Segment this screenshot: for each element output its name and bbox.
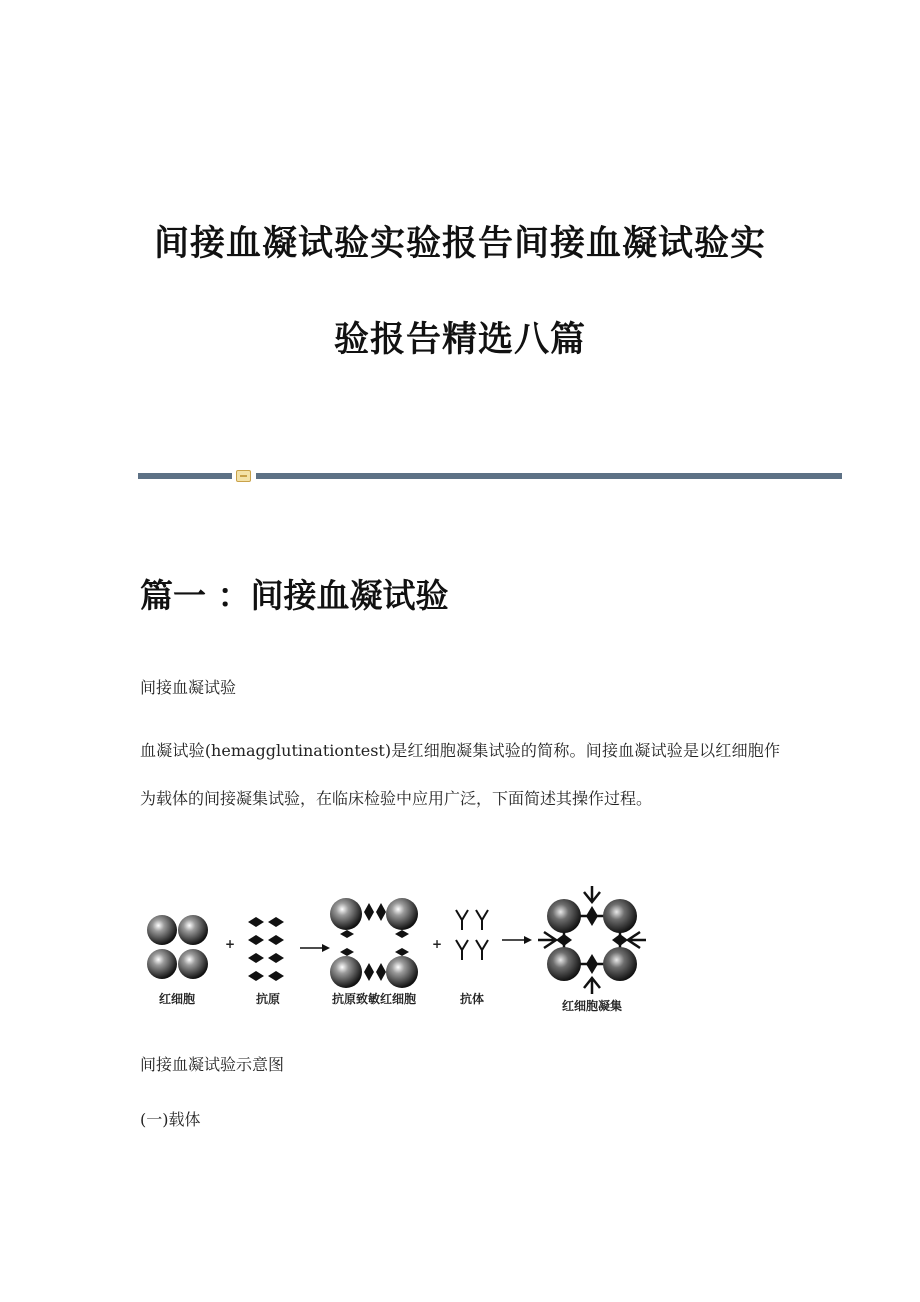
section-divider — [138, 470, 842, 482]
plus-sign-1: + — [224, 937, 236, 951]
body-paragraph: 血凝试验(hemagglutinationtest)是红细胞凝集试验的简称。间接血凝试验是以红细胞作为载体的间接凝集试验，在临床检验中应用广泛，下面简述其操作过程。 — [140, 741, 780, 808]
rbc-group — [147, 915, 208, 979]
sensitized-rbc-group — [330, 898, 418, 988]
divider-bar-right — [256, 473, 842, 479]
figure-caption: 间接血凝试验示意图 — [140, 1055, 285, 1074]
arrow-2 — [502, 936, 532, 944]
label-antigen: 抗原 — [255, 992, 281, 1006]
section-heading: 篇一 ：间接血凝试验 — [140, 576, 449, 615]
document-title-line-1: 间接血凝试验实验报告间接血凝试验实 — [153, 224, 766, 264]
document-title-line-2: 验报告精选八篇 — [333, 320, 586, 360]
subheading: (一)载体 — [140, 1110, 201, 1129]
intro-line: 间接血凝试验 — [140, 678, 237, 697]
divider-bar-left — [138, 473, 232, 479]
plus-sign-2: + — [431, 937, 443, 951]
hemagglutination-diagram — [140, 882, 660, 1018]
label-rbc: 红细胞 — [158, 992, 196, 1006]
label-antibody: 抗体 — [459, 992, 485, 1006]
arrow-1 — [300, 944, 330, 952]
label-sensitized-rbc: 抗原致敏红细胞 — [331, 992, 417, 1006]
antigen-group — [248, 917, 284, 981]
agglutinated-rbc-group — [538, 886, 646, 994]
antibody-group — [456, 910, 488, 960]
label-agglutination: 红细胞凝集 — [561, 999, 623, 1013]
divider-ornament-icon — [236, 470, 251, 482]
